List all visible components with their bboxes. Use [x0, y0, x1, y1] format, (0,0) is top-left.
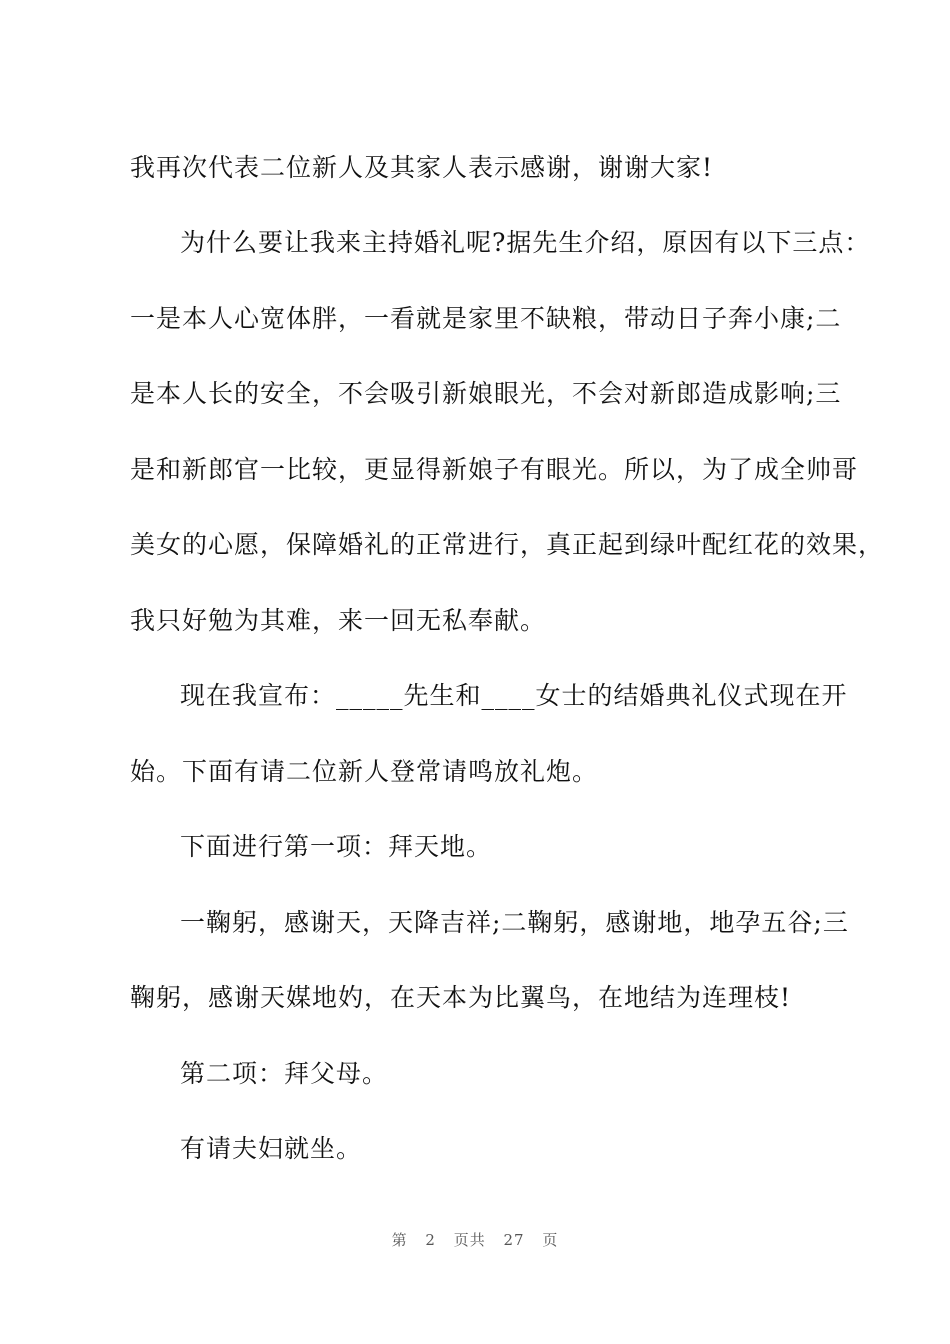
text-line: 下面进行第一项：拜天地。 — [180, 832, 493, 861]
text-line: 第二项：拜父母。 — [180, 1059, 389, 1088]
footer-suffix: 页 — [542, 1231, 559, 1249]
text-line: 是和新郎官一比较，更显得新娘子有眼光。所以，为了成全帅哥 — [130, 455, 859, 484]
text-line: 是本人长的安全，不会吸引新娘眼光，不会对新郎造成影响;三 — [130, 379, 842, 408]
text-line: 鞠躬，感谢天媒地妁，在天本为比翼鸟，在地结为连理枝! — [130, 983, 792, 1012]
text-line: 现在我宣布：_____先生和____女士的结婚典礼仪式现在开 — [180, 681, 848, 710]
text-line: 始。下面有请二位新人登常请鸣放礼炮。 — [130, 757, 599, 786]
text-line: 一是本人心宽体胖，一看就是家里不缺粮，带动日子奔小康;二 — [130, 304, 842, 333]
total-page-count: 27 — [503, 1231, 525, 1249]
text-line: 美女的心愿，保障婚礼的正常进行，真正起到绿叶配红花的效果， — [130, 530, 885, 559]
current-page-number: 2 — [425, 1231, 436, 1249]
footer-prefix: 第 — [391, 1231, 408, 1249]
text-line: 我再次代表二位新人及其家人表示感谢，谢谢大家! — [130, 153, 714, 182]
footer-middle: 页共 — [453, 1231, 486, 1249]
text-line: 我只好勉为其难，来一回无私奉献。 — [130, 606, 547, 635]
text-line: 一鞠躬，感谢天，天降吉祥;二鞠躬，感谢地，地孕五谷;三 — [180, 908, 849, 937]
page-footer — [0, 1230, 950, 1250]
text-line: 为什么要让我来主持婚礼呢?据先生介绍，原因有以下三点： — [180, 228, 871, 257]
text-line: 有请夫妇就坐。 — [180, 1134, 363, 1163]
